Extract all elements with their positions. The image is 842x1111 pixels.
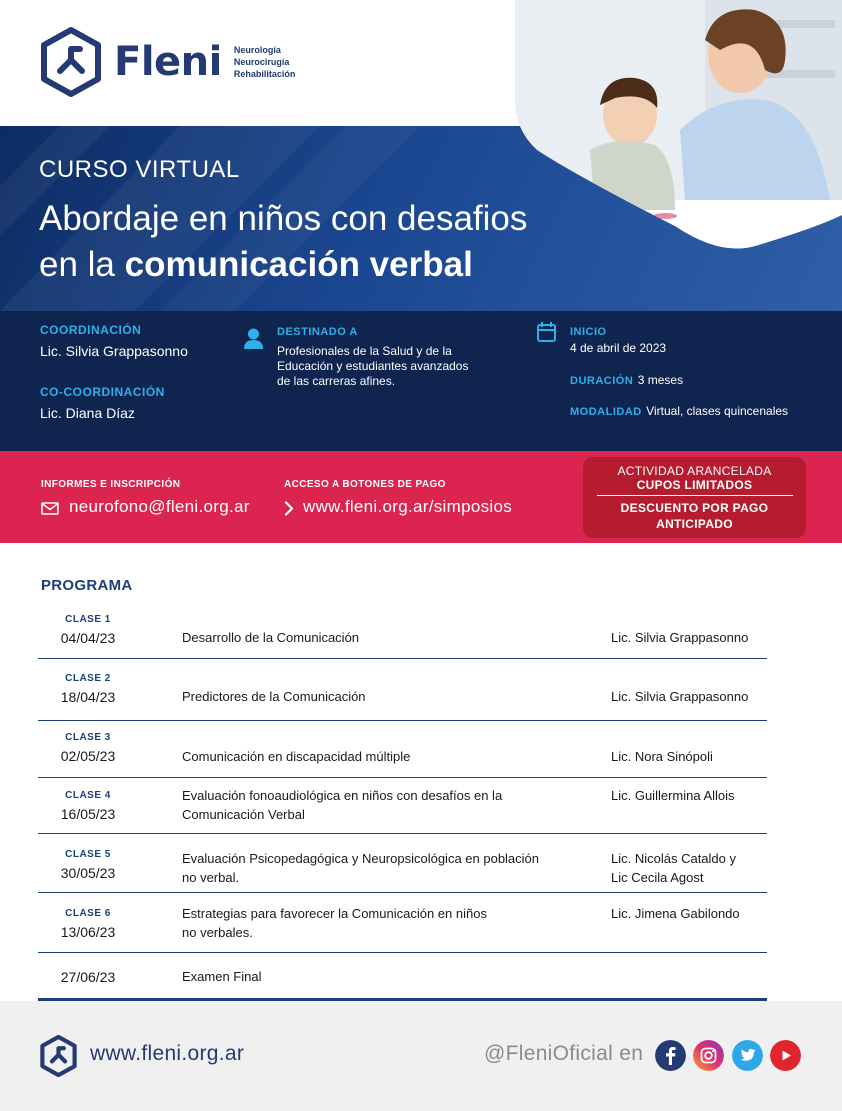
audience-label: DESTINADO A: [277, 326, 358, 338]
program-title: PROGRAMA: [41, 577, 133, 594]
class-label: CLASE 1: [65, 614, 111, 625]
badge-discount: DESCUENTO POR PAGO: [620, 501, 769, 515]
class-date: 27/06/23: [60, 969, 116, 985]
program-row: [38, 893, 767, 953]
class-professor: Lic. Silvia Grappasonno: [611, 630, 749, 645]
modality-value: Virtual, clases quincenales: [646, 404, 789, 418]
class-topic: Evaluación Psicopedagógica y Neuropsicológica en población no verbal.: [182, 851, 540, 885]
class-professor: Lic. Silvia Grappasonno: [611, 689, 749, 704]
chevron-right-icon: [284, 501, 294, 516]
class-date: 18/04/23: [60, 689, 116, 705]
coordination-value: Lic. Silvia Grappasonno: [40, 343, 188, 359]
duration: [570, 371, 683, 389]
class-professor: Lic. Jimena Gabilondo: [611, 906, 740, 921]
class-label: CLASE 2: [65, 673, 111, 684]
program-row: [38, 953, 767, 998]
duration-label: DURACIÓN: [570, 375, 634, 387]
program-row: [38, 834, 767, 893]
fee-badge: [583, 457, 806, 538]
badge-paid-activity: ACTIVIDAD ARANCELADA: [617, 464, 772, 478]
cocoordination-value: Lic. Diana Díaz: [40, 405, 135, 421]
modality: [570, 402, 788, 420]
fleni-logo[interactable]: [40, 27, 295, 97]
class-topic: Predictores de la Comunicación: [182, 689, 366, 704]
payment-link[interactable]: www.fleni.org.ar/simposios: [303, 497, 513, 516]
inquiries-label: INFORMES E INSCRIPCIÓN: [41, 479, 181, 490]
course-title: Abordaje en niños con desafios en la comunicación verbal: [39, 199, 528, 284]
class-date: 13/06/23: [60, 924, 116, 940]
calendar-icon: [537, 322, 556, 342]
course-type: CURSO VIRTUAL: [39, 156, 240, 183]
class-label: CLASE 5: [65, 849, 111, 860]
class-topic: Evaluación fonoaudiológica en niños con desafíos en la Comunicación Verbal: [182, 788, 503, 822]
cocoordination-label: CO-COORDINACIÓN: [40, 385, 165, 399]
class-label: CLASE 4: [65, 790, 111, 801]
badge-divider: [597, 495, 793, 496]
class-topic: Estrategias para favorecer la Comunicación en niños no verbales.: [182, 906, 487, 940]
fleni-logo-icon: [40, 27, 102, 97]
coordination-label: COORDINACIÓN: [40, 323, 142, 337]
class-label: CLASE 3: [65, 732, 111, 743]
badge-discount-2: ANTICIPADO: [656, 517, 733, 531]
class-date: 04/04/23: [60, 630, 116, 646]
course-info: [0, 311, 842, 451]
website-link[interactable]: www.fleni.org.ar: [90, 1042, 245, 1065]
class-professor: Lic. Nicolás Cataldo y Lic Cecila Agost: [611, 851, 736, 885]
brand-tagline: Neurología Neurocirugía Rehabilitación: [233, 45, 296, 79]
modality-label: MODALIDAD: [570, 406, 642, 418]
fleni-footer-logo-icon[interactable]: [40, 1035, 77, 1077]
class-topic: Desarrollo de la Comunicación: [182, 630, 360, 645]
program-row: [38, 721, 767, 778]
class-topic: Comunicación en discapacidad múltiple: [182, 749, 411, 764]
person-icon: [243, 328, 264, 350]
program-row: [38, 659, 767, 721]
brand-name: Fleni: [114, 39, 222, 85]
class-topic: Examen Final: [182, 969, 262, 984]
start-value: 4 de abril de 2023: [570, 341, 667, 355]
program-row: [38, 612, 767, 659]
contact-band: [0, 451, 842, 543]
class-date: 02/05/23: [60, 748, 116, 764]
hero-photo: [515, 0, 842, 250]
audience-value: Profesionales de la Salud y de la Educación y estudiantes avanzados de las carreras afines.: [277, 344, 469, 388]
email-link[interactable]: neurofono@fleni.org.ar: [69, 497, 250, 516]
twitter-icon[interactable]: [732, 1040, 763, 1071]
start-label: INICIO: [570, 326, 607, 338]
program-row: [38, 778, 767, 834]
duration-value: 3 meses: [637, 373, 684, 387]
class-date: 30/05/23: [60, 865, 116, 881]
class-professor: Lic. Nora Sinópoli: [611, 749, 713, 764]
photo-illustration: [515, 0, 842, 250]
badge-limited-spots: CUPOS LIMITADOS: [636, 478, 753, 492]
facebook-icon[interactable]: [655, 1040, 686, 1071]
youtube-icon[interactable]: [770, 1040, 801, 1071]
email-icon: [41, 502, 59, 515]
payment-label: ACCESO A BOTONES DE PAGO: [284, 479, 446, 490]
instagram-icon[interactable]: [693, 1040, 724, 1071]
class-date: 16/05/23: [60, 806, 116, 822]
social-handle: @FleniOficial en: [484, 1042, 644, 1065]
footer: [0, 1001, 842, 1111]
class-label: CLASE 6: [65, 908, 111, 919]
class-professor: Lic. Guillermina Allois: [611, 788, 735, 803]
